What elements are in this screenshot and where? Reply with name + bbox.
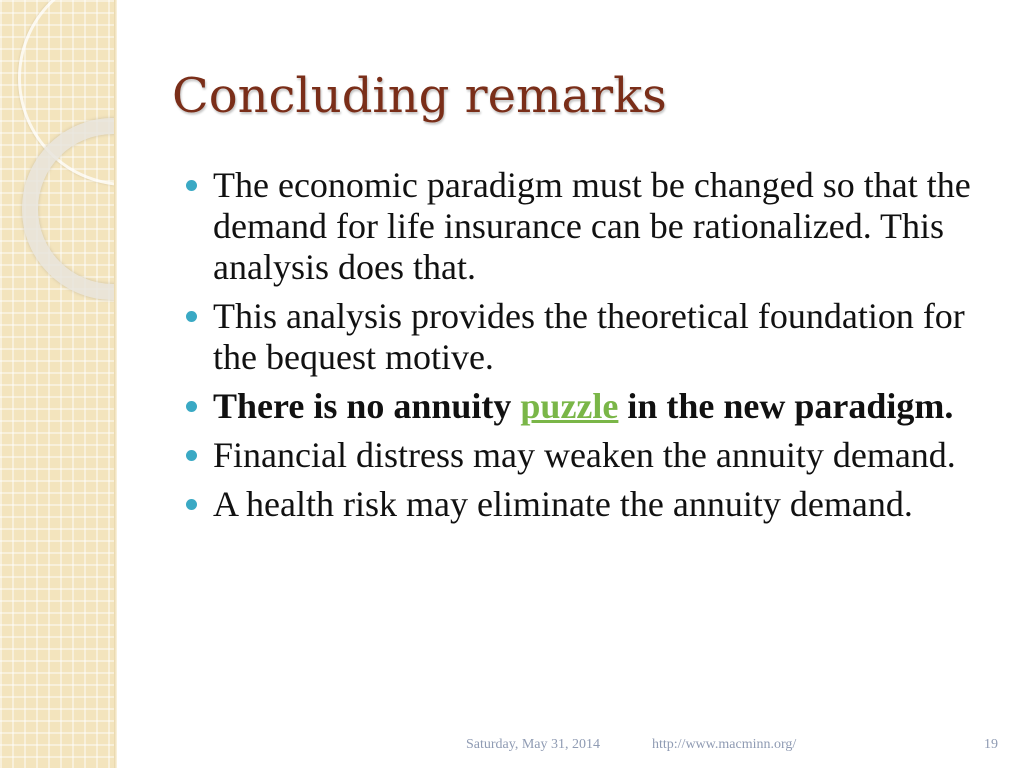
bullet-item: [186, 386, 986, 427]
bullet-list: [186, 165, 986, 533]
bullet-text: The economic paradigm must be changed so that the demand for life insurance can be rationalized. This analysis does that.: [213, 165, 971, 287]
slide-title: Concluding remarks: [172, 68, 667, 124]
bullet-item: [186, 484, 986, 525]
bullet-dot-icon: [186, 311, 197, 322]
footer-url: http://www.macminn.org/: [652, 737, 797, 752]
bullet-text-post: in the new paradigm.: [618, 386, 954, 426]
bullet-item: [186, 165, 986, 288]
bullet-text: Financial distress may weaken the annuity demand.: [213, 435, 956, 475]
bullet-dot-icon: [186, 180, 197, 191]
slide-number: 19: [984, 737, 998, 752]
bullet-text: A health risk may eliminate the annuity demand.: [213, 484, 913, 524]
bullet-item: [186, 296, 986, 378]
decorative-sidebar: [0, 0, 114, 768]
bullet-dot-icon: [186, 401, 197, 412]
bullet-dot-icon: [186, 499, 197, 510]
ring-decoration-icon: [22, 118, 114, 300]
puzzle-link[interactable]: puzzle: [520, 386, 619, 426]
bullet-text-pre: There is no annuity: [213, 386, 521, 426]
bullet-dot-icon: [186, 450, 197, 461]
footer-date: Saturday, May 31, 2014: [466, 737, 601, 752]
bullet-text: This analysis provides the theoretical foundation for the bequest motive.: [213, 296, 965, 377]
sidebar-divider: [114, 0, 117, 768]
bullet-item: [186, 435, 986, 476]
